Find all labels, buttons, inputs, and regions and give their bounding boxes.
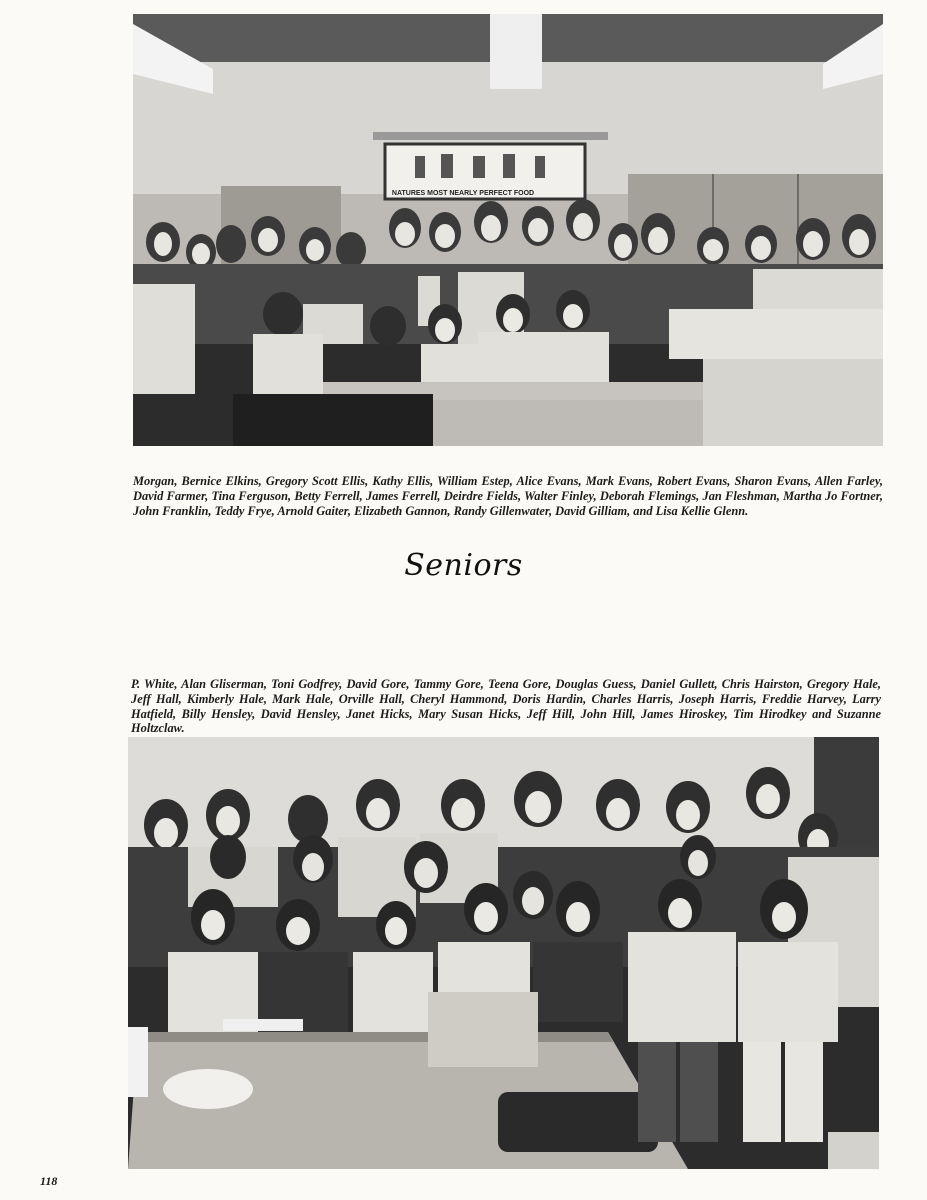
caption-top: Morgan, Bernice Elkins, Gregory Scott Ellis, Kathy Ellis, William Estep, Alice Evans, Mark Evans, Robert Evans, Sharon Evans, Allen Farley, David Farmer, Tina Ferguson, Betty Ferrell, James Ferrell, Deirdre Fields, Walter Finley, Deborah Flemings, Jan Fleshman, Martha Jo Fortner, John Franklin, Teddy Frye, Arnold Gaiter, Elizabeth Gannon, Randy Gillenwater, David Gilliam, and Lisa Kellie Glenn. bbox=[133, 474, 883, 518]
section-title: Seniors bbox=[404, 548, 523, 583]
group-photo-bottom bbox=[128, 737, 879, 1169]
sign-text: NATURES MOST NEARLY PERFECT FOOD bbox=[391, 190, 535, 197]
group-photo-top-image bbox=[133, 14, 883, 446]
group-photo-top bbox=[133, 14, 883, 446]
group-photo-bottom-image bbox=[128, 737, 879, 1169]
caption-bottom: P. White, Alan Gliserman, Toni Godfrey, David Gore, Tammy Gore, Teena Gore, Douglas Guess, Daniel Gullett, Chris Hairston, Gregory Hale, Jeff Hall, Kimberly Hale, Mark Hale, Orville Hall, Cheryl Hammond, Doris Hardin, Charles Harris, Joseph Harris, Freddie Harvey, Larry Hatfield, Billy Hensley, David Hensley, Janet Hicks, Mary Susan Hicks, Jeff Hill, John Hill, James Hiroskey, Tim Hirodkey and Suzanne Holtzclaw. bbox=[131, 677, 881, 736]
page-number: 118 bbox=[40, 1174, 58, 1188]
